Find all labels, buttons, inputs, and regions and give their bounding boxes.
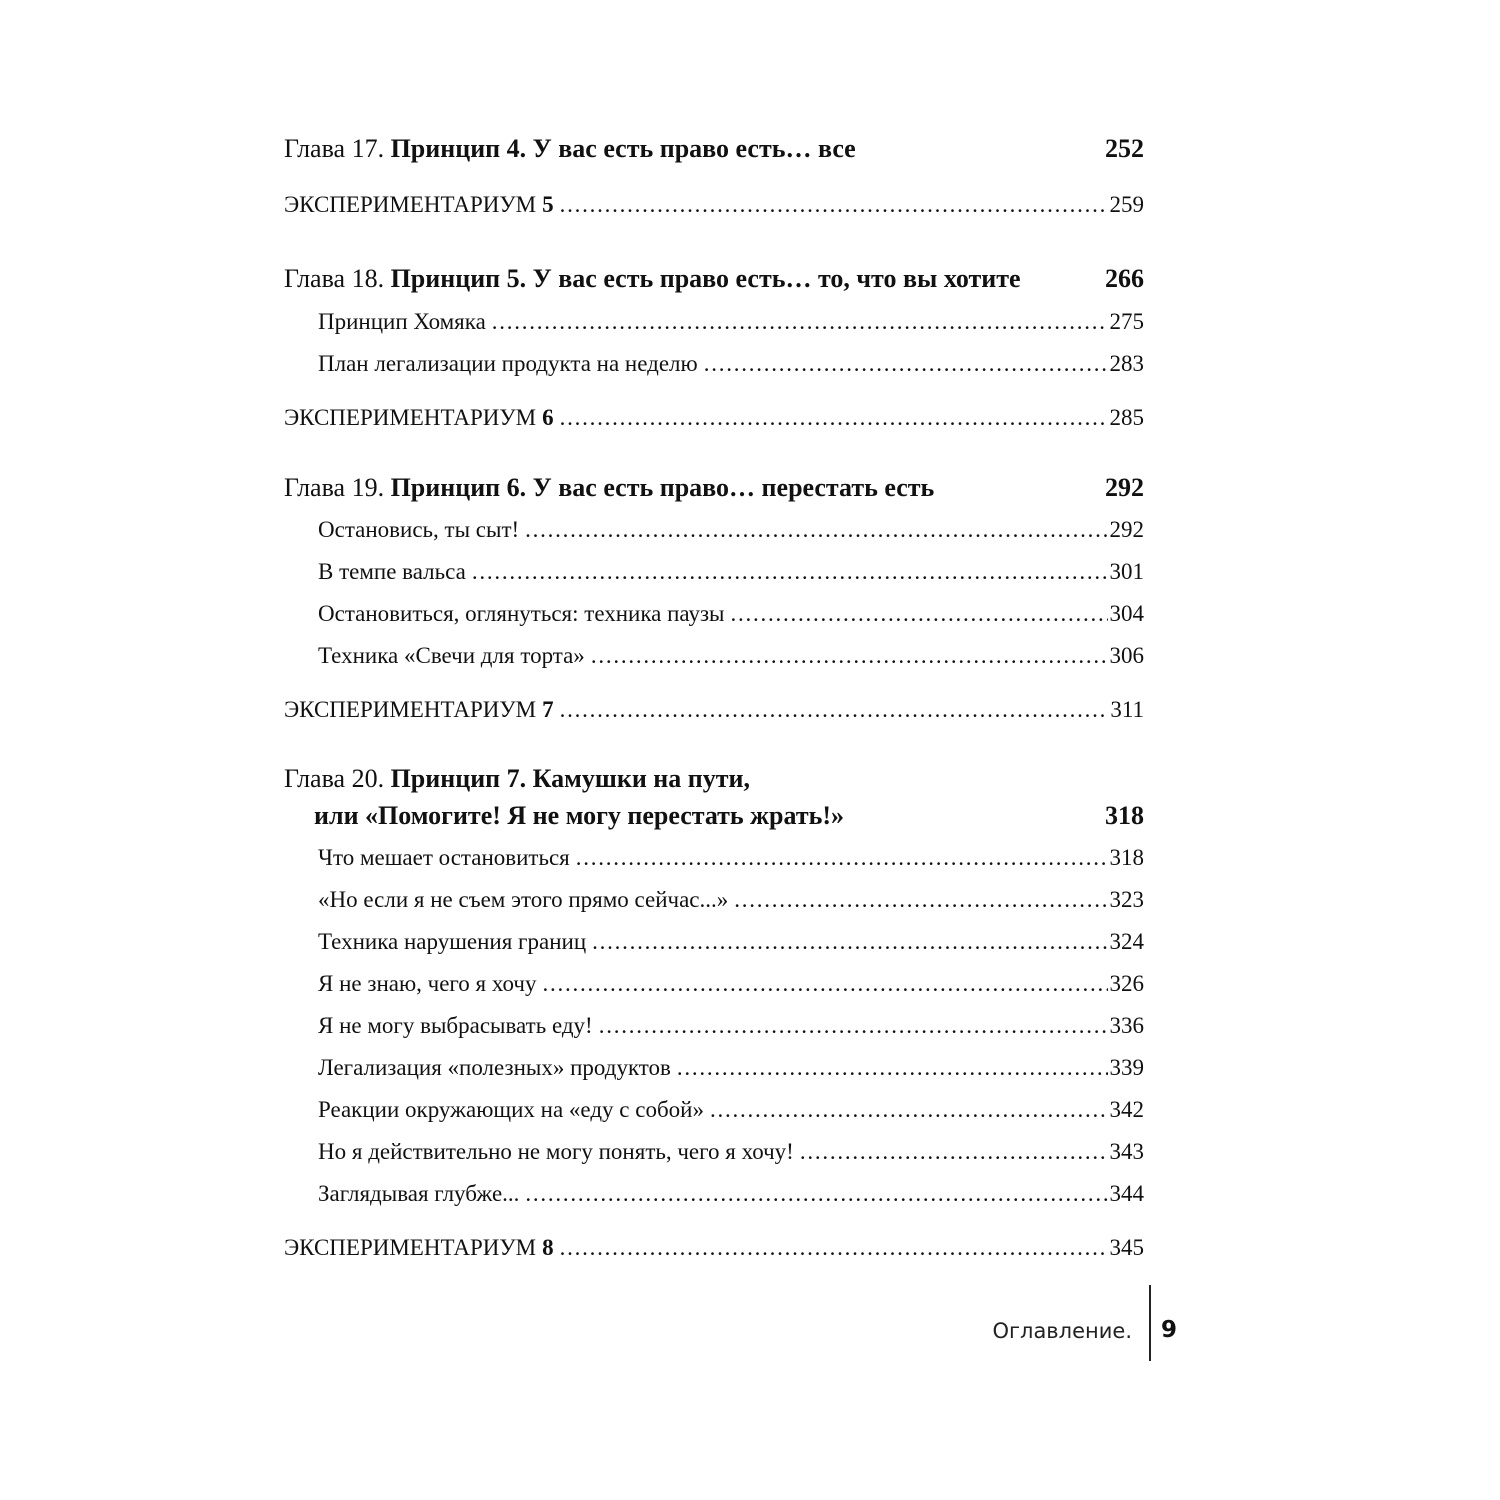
toc-entry[interactable]	[318, 1177, 1144, 1211]
exp-number: 8	[542, 1235, 554, 1260]
page-footer	[992, 1315, 1200, 1363]
entry-label: Остановиться, оглянуться: техника паузы	[318, 601, 725, 626]
toc-entry[interactable]	[318, 639, 1144, 673]
dot-leader	[734, 883, 1107, 917]
chapter-19[interactable]	[284, 471, 1144, 505]
page-number: 9	[1161, 1317, 1178, 1343]
dot-leader	[560, 188, 1108, 222]
dot-leader	[704, 347, 1108, 381]
exp-number: 7	[542, 697, 554, 722]
chapter-title: Принцип 4. У вас есть право есть… все	[390, 134, 856, 163]
entry-page: 339	[1109, 1055, 1144, 1080]
toc-entry[interactable]	[318, 1009, 1144, 1043]
toc-entry[interactable]	[318, 1135, 1144, 1169]
dot-leader	[599, 1009, 1108, 1043]
entry-label: Что мешает остановиться	[318, 845, 570, 870]
dot-leader	[492, 305, 1108, 339]
entry-page: 275	[1109, 309, 1144, 334]
entry-label: Принцип Хомяка	[318, 309, 486, 334]
entry-page: 343	[1109, 1139, 1144, 1164]
entry-label: Реакции окружающих на «еду с собой»	[318, 1097, 704, 1122]
entry-label: Но я действительно не могу понять, чего я хочу!	[318, 1139, 794, 1164]
entry-page: 324	[1109, 929, 1144, 954]
entry-label: Заглядывая глубже...	[318, 1181, 520, 1206]
entry-page: 304	[1109, 601, 1144, 626]
dot-leader	[525, 1177, 1107, 1211]
toc-entry[interactable]	[318, 305, 1144, 339]
entry-page: 318	[1109, 845, 1144, 870]
exp-page: 259	[1109, 192, 1144, 217]
entry-page: 323	[1109, 887, 1144, 912]
toc-entry[interactable]	[318, 925, 1144, 959]
toc-entry[interactable]	[318, 555, 1144, 589]
dot-leader	[560, 401, 1108, 435]
chapter-20[interactable]	[284, 762, 1144, 796]
chapter-page: 292	[1105, 473, 1144, 502]
experimentarium-8[interactable]	[284, 1231, 1144, 1265]
entry-label: «Но если я не съем этого прямо сейчас...»	[318, 887, 729, 912]
chapter-18[interactable]	[284, 262, 1144, 296]
section-name: Оглавление.	[992, 1319, 1132, 1343]
entry-page: 342	[1109, 1097, 1144, 1122]
toc-entry[interactable]	[318, 967, 1144, 1001]
footer-divider	[1149, 1285, 1151, 1361]
toc-entry[interactable]	[318, 841, 1144, 875]
toc-entry[interactable]	[318, 597, 1144, 631]
chapter-title-cont: или «Помогите! Я не могу перестать жрать!»	[314, 801, 845, 830]
exp-label: ЭКСПЕРИМЕНТАРИУМ	[284, 697, 537, 722]
chapter-17[interactable]	[284, 132, 1144, 166]
chapter-title: Принцип 5. У вас есть право есть… то, что вы хотите	[390, 264, 1021, 293]
exp-label: ЭКСПЕРИМЕНТАРИУМ	[284, 405, 537, 430]
entry-page: 283	[1109, 351, 1144, 376]
dot-leader	[592, 925, 1107, 959]
entry-page: 344	[1109, 1181, 1144, 1206]
entry-page: 292	[1109, 517, 1144, 542]
experimentarium-6[interactable]	[284, 401, 1144, 435]
chapter-page: 252	[1105, 134, 1144, 163]
chapter-20-title-continuation[interactable]	[314, 799, 1144, 833]
exp-label: ЭКСПЕРИМЕНТАРИУМ	[284, 192, 537, 217]
chapter-page: 266	[1105, 264, 1144, 293]
toc-entry[interactable]	[318, 513, 1144, 547]
entry-label: В темпе вальса	[318, 559, 466, 584]
dot-leader	[560, 693, 1109, 727]
exp-page: 345	[1109, 1235, 1144, 1260]
exp-page: 311	[1110, 697, 1144, 722]
toc-entry[interactable]	[318, 1051, 1144, 1085]
toc-entry[interactable]	[318, 1093, 1144, 1127]
entry-label: Легализация «полезных» продуктов	[318, 1055, 671, 1080]
entry-page: 326	[1109, 971, 1144, 996]
exp-page: 285	[1109, 405, 1144, 430]
exp-number: 6	[542, 405, 554, 430]
entry-label: Остановись, ты сыт!	[318, 517, 520, 542]
toc-entry[interactable]	[318, 883, 1144, 917]
dot-leader	[576, 841, 1108, 875]
entry-label: Я не знаю, чего я хочу	[318, 971, 537, 996]
chapter-title: Принцип 7. Камушки на пути,	[390, 764, 751, 793]
dot-leader	[677, 1051, 1108, 1085]
entry-label: Техника «Свечи для торта»	[318, 643, 585, 668]
entry-page: 301	[1109, 559, 1144, 584]
dot-leader	[542, 967, 1107, 1001]
dot-leader	[560, 1231, 1108, 1265]
dot-leader	[591, 639, 1108, 673]
entry-page: 306	[1109, 643, 1144, 668]
dot-leader	[525, 513, 1107, 547]
entry-label: План легализации продукта на неделю	[318, 351, 698, 376]
chapter-prefix: Глава 19.	[284, 473, 385, 502]
chapter-title: Принцип 6. У вас есть право… перестать есть	[390, 473, 935, 502]
chapter-prefix: Глава 18.	[284, 264, 385, 293]
dot-leader	[472, 555, 1108, 589]
dot-leader	[710, 1093, 1108, 1127]
entry-label: Я не могу выбрасывать еду!	[318, 1013, 593, 1038]
chapter-prefix: Глава 17.	[284, 134, 385, 163]
dot-leader	[800, 1135, 1108, 1169]
toc-entry[interactable]	[318, 347, 1144, 381]
chapter-page: 318	[1105, 801, 1144, 830]
entry-label: Техника нарушения границ	[318, 929, 587, 954]
entry-page: 336	[1109, 1013, 1144, 1038]
dot-leader	[731, 597, 1108, 631]
experimentarium-5[interactable]	[284, 188, 1144, 222]
chapter-prefix: Глава 20.	[284, 764, 385, 793]
exp-label: ЭКСПЕРИМЕНТАРИУМ	[284, 1235, 537, 1260]
exp-number: 5	[542, 192, 554, 217]
experimentarium-7[interactable]	[284, 693, 1144, 727]
